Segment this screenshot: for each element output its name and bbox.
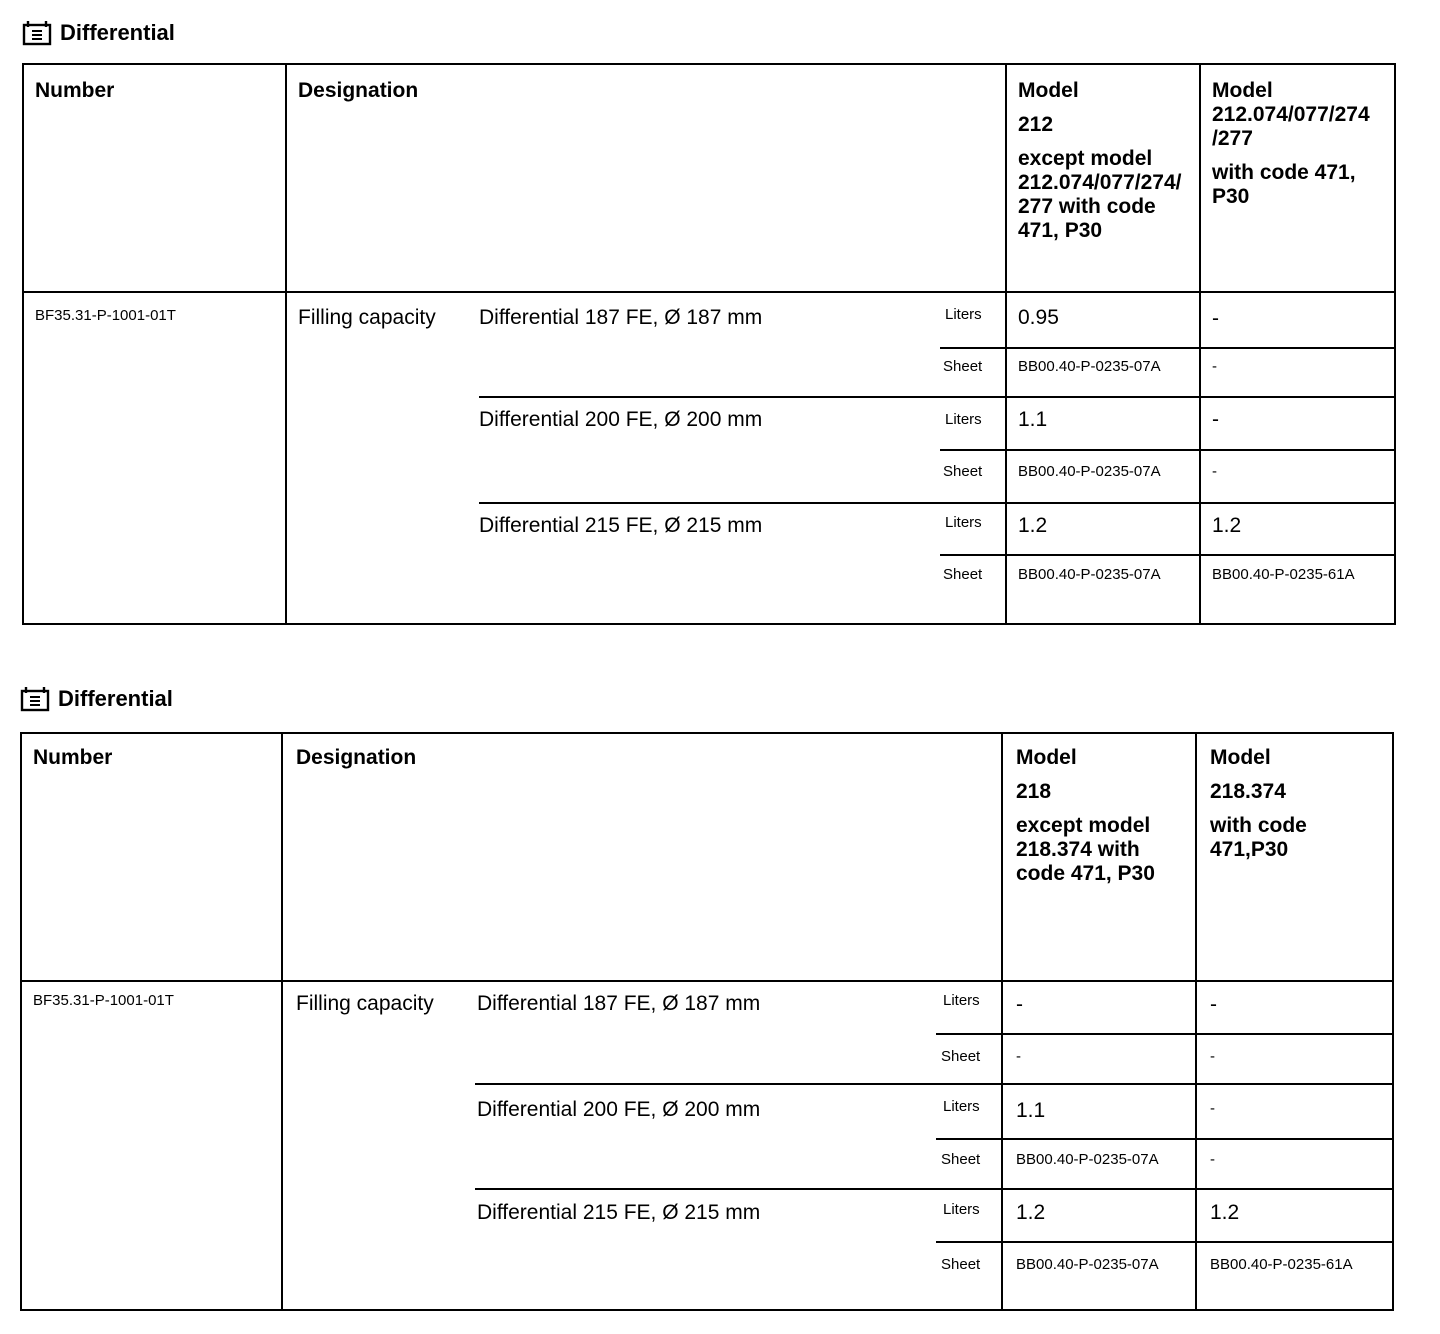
sheet-label: Sheet [943,358,983,375]
header-line: Model [1018,79,1079,102]
document-list-icon [22,20,52,46]
header-designation: Designation [298,79,419,102]
liters-value: 1.2 [1212,514,1242,537]
sheet-label: Sheet [941,1048,981,1065]
divider [24,291,1396,293]
header-line: Model [1212,79,1273,102]
header-line: 212.074/077/274 /277 [1212,103,1370,150]
sheet-label: Sheet [943,463,983,480]
differential-label: Differential 215 FE, Ø 215 mm [479,514,763,537]
header-line: except model 218.374 with code 471, P30 [1016,814,1155,885]
sheet-label: Sheet [941,1256,981,1273]
part-number: BF35.31-P-1001-01T [33,992,174,1009]
liters-label: Liters [943,1098,980,1115]
header-line: Model [1210,746,1271,769]
sheet-value: BB00.40-P-0235-61A [1210,1256,1353,1273]
liters-value: 1.1 [1018,408,1048,431]
divider [936,1241,1394,1243]
liters-value: - [1212,408,1219,431]
document-list-icon [20,686,50,712]
divider [940,554,1396,556]
divider [936,1138,1394,1140]
header-line: 218.374 [1210,780,1286,803]
header-model-col1 [1018,79,1198,243]
header-number: Number [33,746,113,769]
sheet-value: - [1212,358,1217,375]
header-line: 218 [1016,780,1052,803]
liters-value: 1.2 [1018,514,1048,537]
sheet-value: BB00.40-P-0235-07A [1018,566,1161,583]
sheet-value: BB00.40-P-0235-61A [1212,566,1355,583]
capacity-table [22,63,1396,625]
divider [285,65,287,623]
section-title [20,686,173,712]
capacity-table [20,732,1394,1311]
liters-value: 1.2 [1210,1201,1240,1224]
differential-label: Differential 200 FE, Ø 200 mm [479,408,763,431]
liters-value: - [1016,993,1023,1016]
liters-value: - [1212,307,1219,330]
divider [479,502,1396,504]
divider [281,734,283,1309]
liters-label: Liters [945,514,982,531]
divider [940,449,1396,451]
liters-label: Liters [943,1201,980,1218]
sheet-value: BB00.40-P-0235-07A [1016,1151,1159,1168]
header-line: Model [1016,746,1077,769]
differential-label: Differential 187 FE, Ø 187 mm [479,306,763,329]
header-number: Number [35,79,115,102]
liters-label: Liters [945,411,982,428]
section-title-text: Differential [60,20,175,45]
divider [1005,65,1007,623]
section-title [22,20,175,46]
differential-label: Differential 215 FE, Ø 215 mm [477,1201,761,1224]
sheet-value: BB00.40-P-0235-07A [1016,1256,1159,1273]
header-line: with code 471,P30 [1210,814,1307,861]
liters-value: - [1210,993,1217,1016]
header-model-col1 [1016,746,1186,886]
filling-capacity-label: Filling capacity [296,992,434,1015]
divider [1001,734,1003,1309]
sheet-value: - [1212,463,1217,480]
liters-value: 1.2 [1016,1201,1046,1224]
divider [940,347,1396,349]
liters-label: Liters [945,306,982,323]
divider [936,1033,1394,1035]
divider [1195,734,1197,1309]
differential-label: Differential 200 FE, Ø 200 mm [477,1098,761,1121]
differential-label: Differential 187 FE, Ø 187 mm [477,992,761,1015]
header-line: with code 471, P30 [1212,161,1356,208]
part-number: BF35.31-P-1001-01T [35,307,176,324]
sheet-value: BB00.40-P-0235-07A [1018,463,1161,480]
sheet-value: - [1210,1048,1215,1065]
header-designation: Designation [296,746,417,769]
sheet-value: - [1210,1151,1215,1168]
divider [479,396,1396,398]
header-line: except model 212.074/077/274/ 277 with code 471, P30 [1018,147,1182,242]
liters-value: 1.1 [1016,1099,1046,1122]
sheet-label: Sheet [943,566,983,583]
header-line: 212 [1018,113,1054,136]
header-model-col2 [1212,79,1388,209]
filling-capacity-label: Filling capacity [298,306,436,329]
sheet-value: - [1016,1048,1021,1065]
divider [475,1188,1394,1190]
divider [22,980,1394,982]
section-title-text: Differential [58,686,173,711]
liters-value: 0.95 [1018,306,1059,329]
liters-label: Liters [943,992,980,1009]
liters-value: - [1210,1100,1215,1117]
sheet-value: BB00.40-P-0235-07A [1018,358,1161,375]
header-model-col2 [1210,746,1360,862]
divider [1199,65,1201,623]
sheet-label: Sheet [941,1151,981,1168]
divider [475,1083,1394,1085]
